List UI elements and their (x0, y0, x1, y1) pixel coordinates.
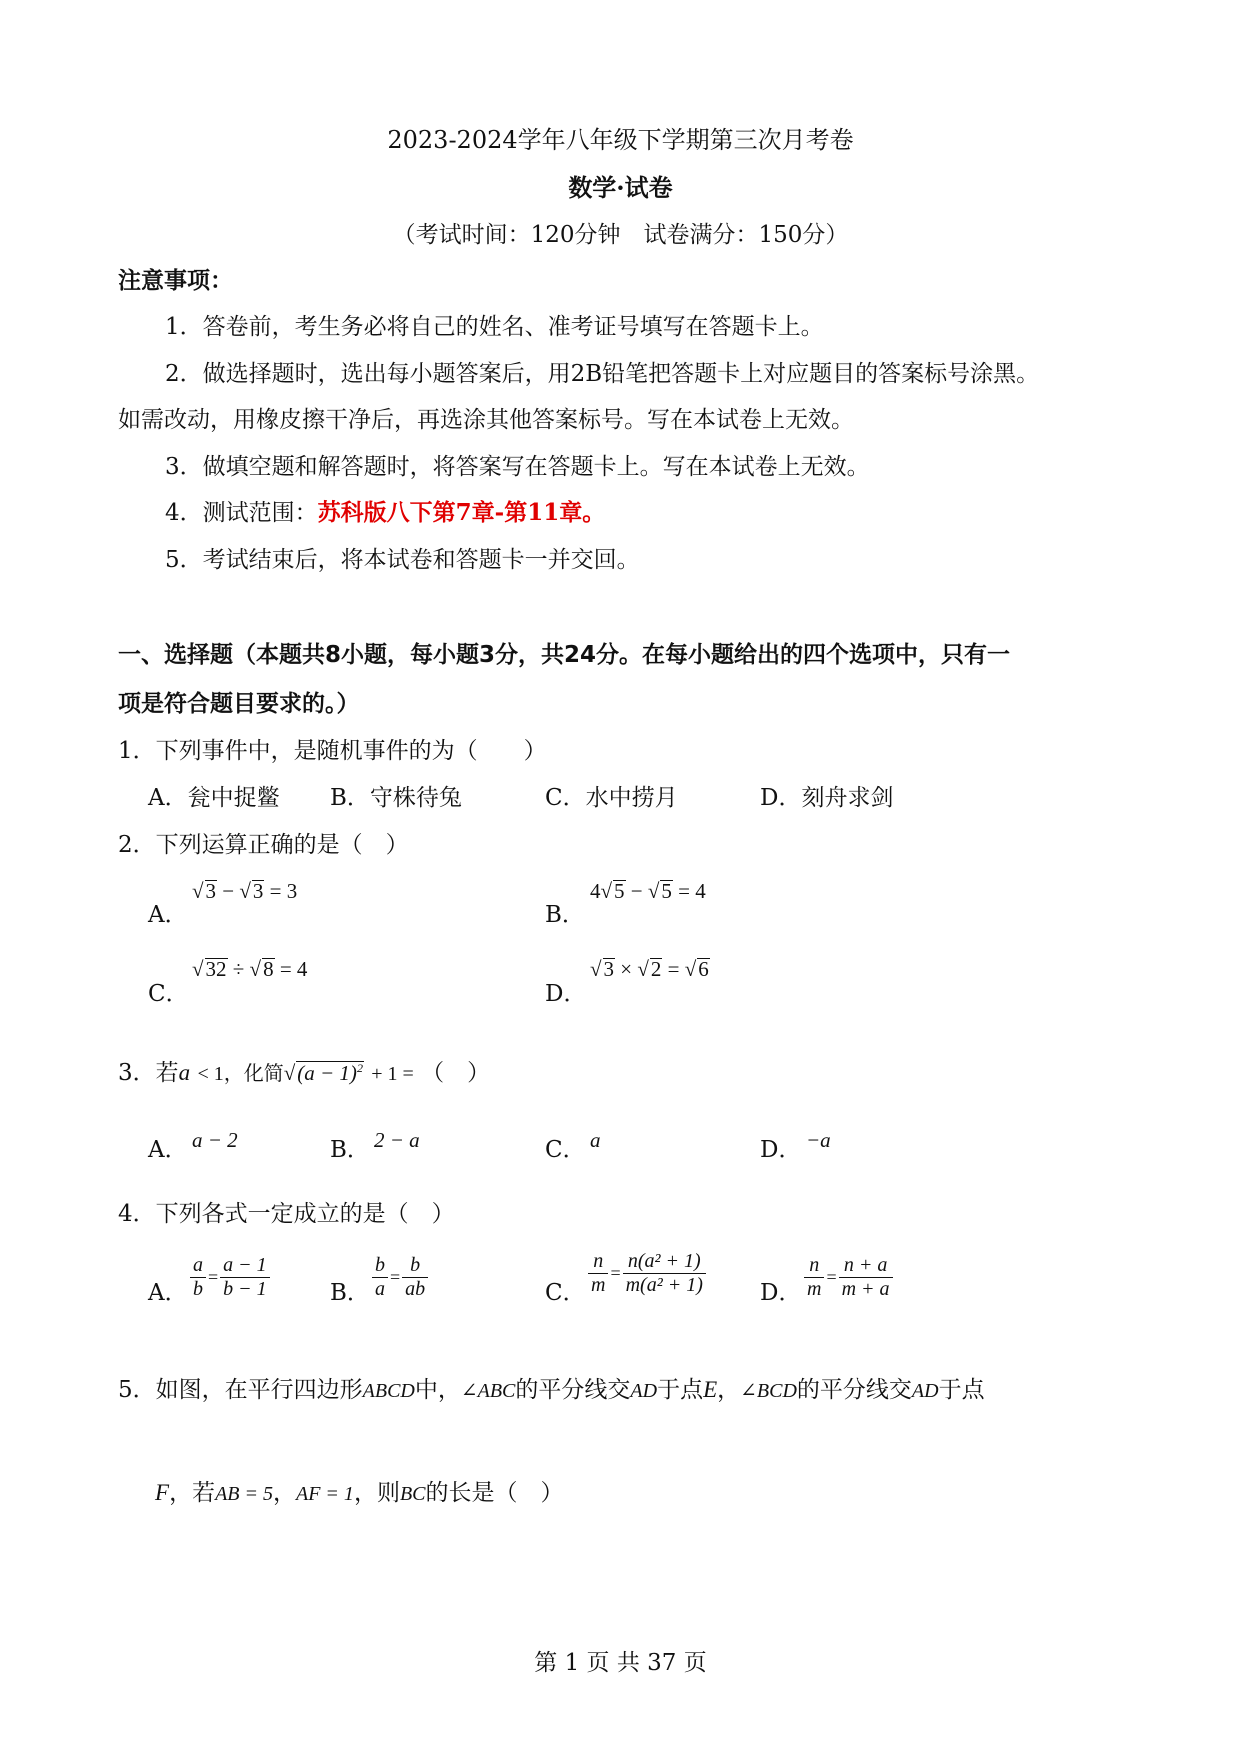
note-1: 1．答卷前，考生务必将自己的姓名、准考证号填写在答题卡上。 (165, 314, 824, 340)
note-5: 5．考试结束后，将本试卷和答题卡一并交回。 (165, 547, 640, 573)
exam-subtitle: 数学·试卷 (568, 173, 673, 202)
denominator: m (591, 1274, 606, 1296)
fraction (588, 1250, 608, 1297)
fraction (804, 1254, 824, 1301)
question-5-stem-cont (155, 1474, 564, 1507)
q2-option-b-expr: 4√5 − √5 = 4 (590, 879, 706, 903)
q4-option-a-expr (190, 1254, 270, 1301)
notes-heading: 注意事项： (118, 268, 233, 294)
q4-option-d-expr (804, 1254, 893, 1301)
denominator: m (807, 1278, 822, 1300)
fraction (220, 1254, 270, 1301)
note-3: 3．做填空题和解答题时，将答案写在答题卡上。写在本试卷上无效。 (165, 454, 870, 480)
radicand: 3 (252, 879, 264, 903)
q3-option-a-label: A． (148, 1137, 188, 1163)
q2-option-c-label: C． (148, 981, 189, 1007)
q5-var: ∠ABC (460, 1380, 516, 1402)
denominator: ab (405, 1278, 426, 1300)
q3-option-d-expr: −a (806, 1128, 831, 1152)
q2-option-b-label: B． (545, 902, 585, 928)
q4-option-c-expr (588, 1250, 706, 1297)
section-1-line-2: 项是符合题目要求的。） (118, 691, 360, 717)
q5-text: 的长是（ ） (425, 1480, 564, 1506)
q5-text: 5．如图，在平行四边形 (118, 1377, 363, 1403)
radicand: 2 (650, 957, 662, 981)
numerator: b (402, 1254, 428, 1278)
q5-text: ，若 (169, 1480, 216, 1506)
numerator: a (190, 1254, 206, 1278)
q3-option-b-expr: 2 − a (374, 1128, 420, 1152)
coef: 4 (590, 879, 601, 903)
question-1-stem: 1．下列事件中，是随机事件的为（ ） (118, 738, 547, 764)
note-4-prefix: 4．测试范围： (165, 500, 318, 526)
q1-option-d: D．刻舟求剑 (760, 785, 894, 811)
equals-sign: = (390, 1267, 401, 1287)
denominator: m(a² + 1) (625, 1274, 703, 1296)
question-3-stem (118, 1054, 490, 1087)
q1-option-b: B．守株待兔 (330, 785, 462, 811)
q5-text: 于点 (938, 1377, 985, 1403)
q5-var: BC (399, 1483, 426, 1505)
exponent: 2 (356, 1061, 363, 1075)
radicand: 8 (263, 957, 274, 981)
q5-text: 于点 (657, 1377, 704, 1403)
question-2-stem: 2．下列运算正确的是（ ） (118, 832, 409, 858)
q2-option-a-label: A． (148, 902, 188, 928)
fraction (839, 1254, 893, 1301)
q3-option-c-label: C． (545, 1137, 586, 1163)
denominator: b (193, 1278, 203, 1300)
q5-text: ， (273, 1480, 296, 1506)
question-5-stem (118, 1371, 985, 1404)
note-4-scope: 苏科版八下第7章-第11章。 (317, 499, 606, 526)
q5-var: AD (911, 1380, 939, 1402)
q3-option-d-label: D． (760, 1137, 802, 1163)
equals-sign: = (610, 1263, 621, 1283)
q5-text: ， (717, 1377, 741, 1403)
q3-condition: < 1，化简 (197, 1063, 284, 1085)
rhs: = 3 (269, 879, 298, 903)
q4-option-a-label: A． (148, 1280, 188, 1306)
fraction (402, 1254, 428, 1301)
q2-option-c-expr: √32 ÷ √8 = 4 (192, 957, 308, 981)
q5-var: AD (630, 1380, 658, 1402)
q2-option-d-expr: √3 × √2 = √6 (590, 957, 709, 981)
radicand: 5 (614, 879, 625, 903)
q1-option-c: C．水中捞月 (545, 785, 678, 811)
q3-option-a-expr: a − 2 (192, 1128, 238, 1152)
rhs: = 4 (279, 957, 308, 981)
denominator: b − 1 (223, 1278, 267, 1300)
fraction (190, 1254, 206, 1301)
numerator: n (588, 1250, 608, 1274)
q5-var: ABCD (362, 1380, 415, 1402)
radicand: 6 (698, 957, 709, 981)
exam-meta: （考试时间：120分钟 试卷满分：150分） (392, 222, 849, 248)
q2-option-a-expr: √3 − √3 = 3 (192, 879, 298, 903)
radicand: 5 (661, 879, 672, 903)
q3-prefix: 3．若 (118, 1060, 179, 1086)
page-footer: 第 1 页 共 37 页 (534, 1650, 707, 1676)
equals-sign: = (208, 1267, 219, 1287)
section-1-line-1: 一、选择题（本题共8小题，每小题3分，共24分。在每小题给出的四个选项中，只有一 (118, 642, 1011, 668)
q5-text: 的平分线交 (796, 1377, 912, 1403)
q4-option-b-label: B． (330, 1280, 370, 1306)
q3-answer-paren: （ ） (421, 1060, 491, 1086)
equals-sign: = (826, 1267, 837, 1287)
q5-var: AB = 5 (215, 1483, 273, 1505)
radicand: 3 (205, 879, 217, 903)
q5-text: 中， (414, 1377, 461, 1403)
note-4 (165, 494, 605, 527)
q2-option-d-label: D． (545, 981, 587, 1007)
numerator: a − 1 (220, 1254, 270, 1278)
numerator: n + a (839, 1254, 893, 1278)
q1-option-a: A．瓮中捉鳖 (148, 785, 280, 811)
q5-var: F (155, 1480, 170, 1505)
q3-option-c-expr: a (590, 1128, 601, 1152)
fraction (623, 1250, 706, 1297)
q5-var: AF = 1 (296, 1483, 354, 1505)
radicand-base: (a − 1) (297, 1061, 357, 1085)
denominator: m + a (841, 1278, 890, 1300)
q4-option-d-label: D． (760, 1280, 802, 1306)
q4-option-b-expr (372, 1254, 428, 1301)
denominator: a (375, 1278, 385, 1300)
exam-title: 2023-2024学年八年级下学期第三次月考卷 (387, 126, 854, 154)
rhs: = 4 (678, 879, 706, 903)
numerator: n(a² + 1) (623, 1250, 706, 1274)
q3-var: a (178, 1060, 191, 1085)
fraction (372, 1254, 388, 1301)
q3-option-b-label: B． (330, 1137, 370, 1163)
q5-text: 的平分线交 (515, 1377, 631, 1403)
note-2: 2．做选择题时，选出每小题答案后，用2B铅笔把答题卡上对应题目的答案标号涂黑。 (165, 361, 1040, 387)
q3-radical: $√(a - 1)^2$ (283, 1061, 363, 1085)
numerator: b (372, 1254, 388, 1278)
question-4-stem: 4．下列各式一定成立的是（ ） (118, 1201, 455, 1227)
q5-var: E (703, 1377, 718, 1402)
radicand: 3 (603, 957, 615, 981)
radicand: 32 (205, 957, 227, 981)
q5-text: ，则 (353, 1480, 400, 1506)
note-2-cont: 如需改动，用橡皮擦干净后，再选涂其他答案标号。写在本试卷上无效。 (118, 407, 854, 433)
radicand (296, 1061, 364, 1084)
q5-var: ∠BCD (740, 1380, 797, 1402)
q3-tail: + 1 = (371, 1063, 414, 1085)
q4-option-c-label: C． (545, 1280, 586, 1306)
numerator: n (804, 1254, 824, 1278)
